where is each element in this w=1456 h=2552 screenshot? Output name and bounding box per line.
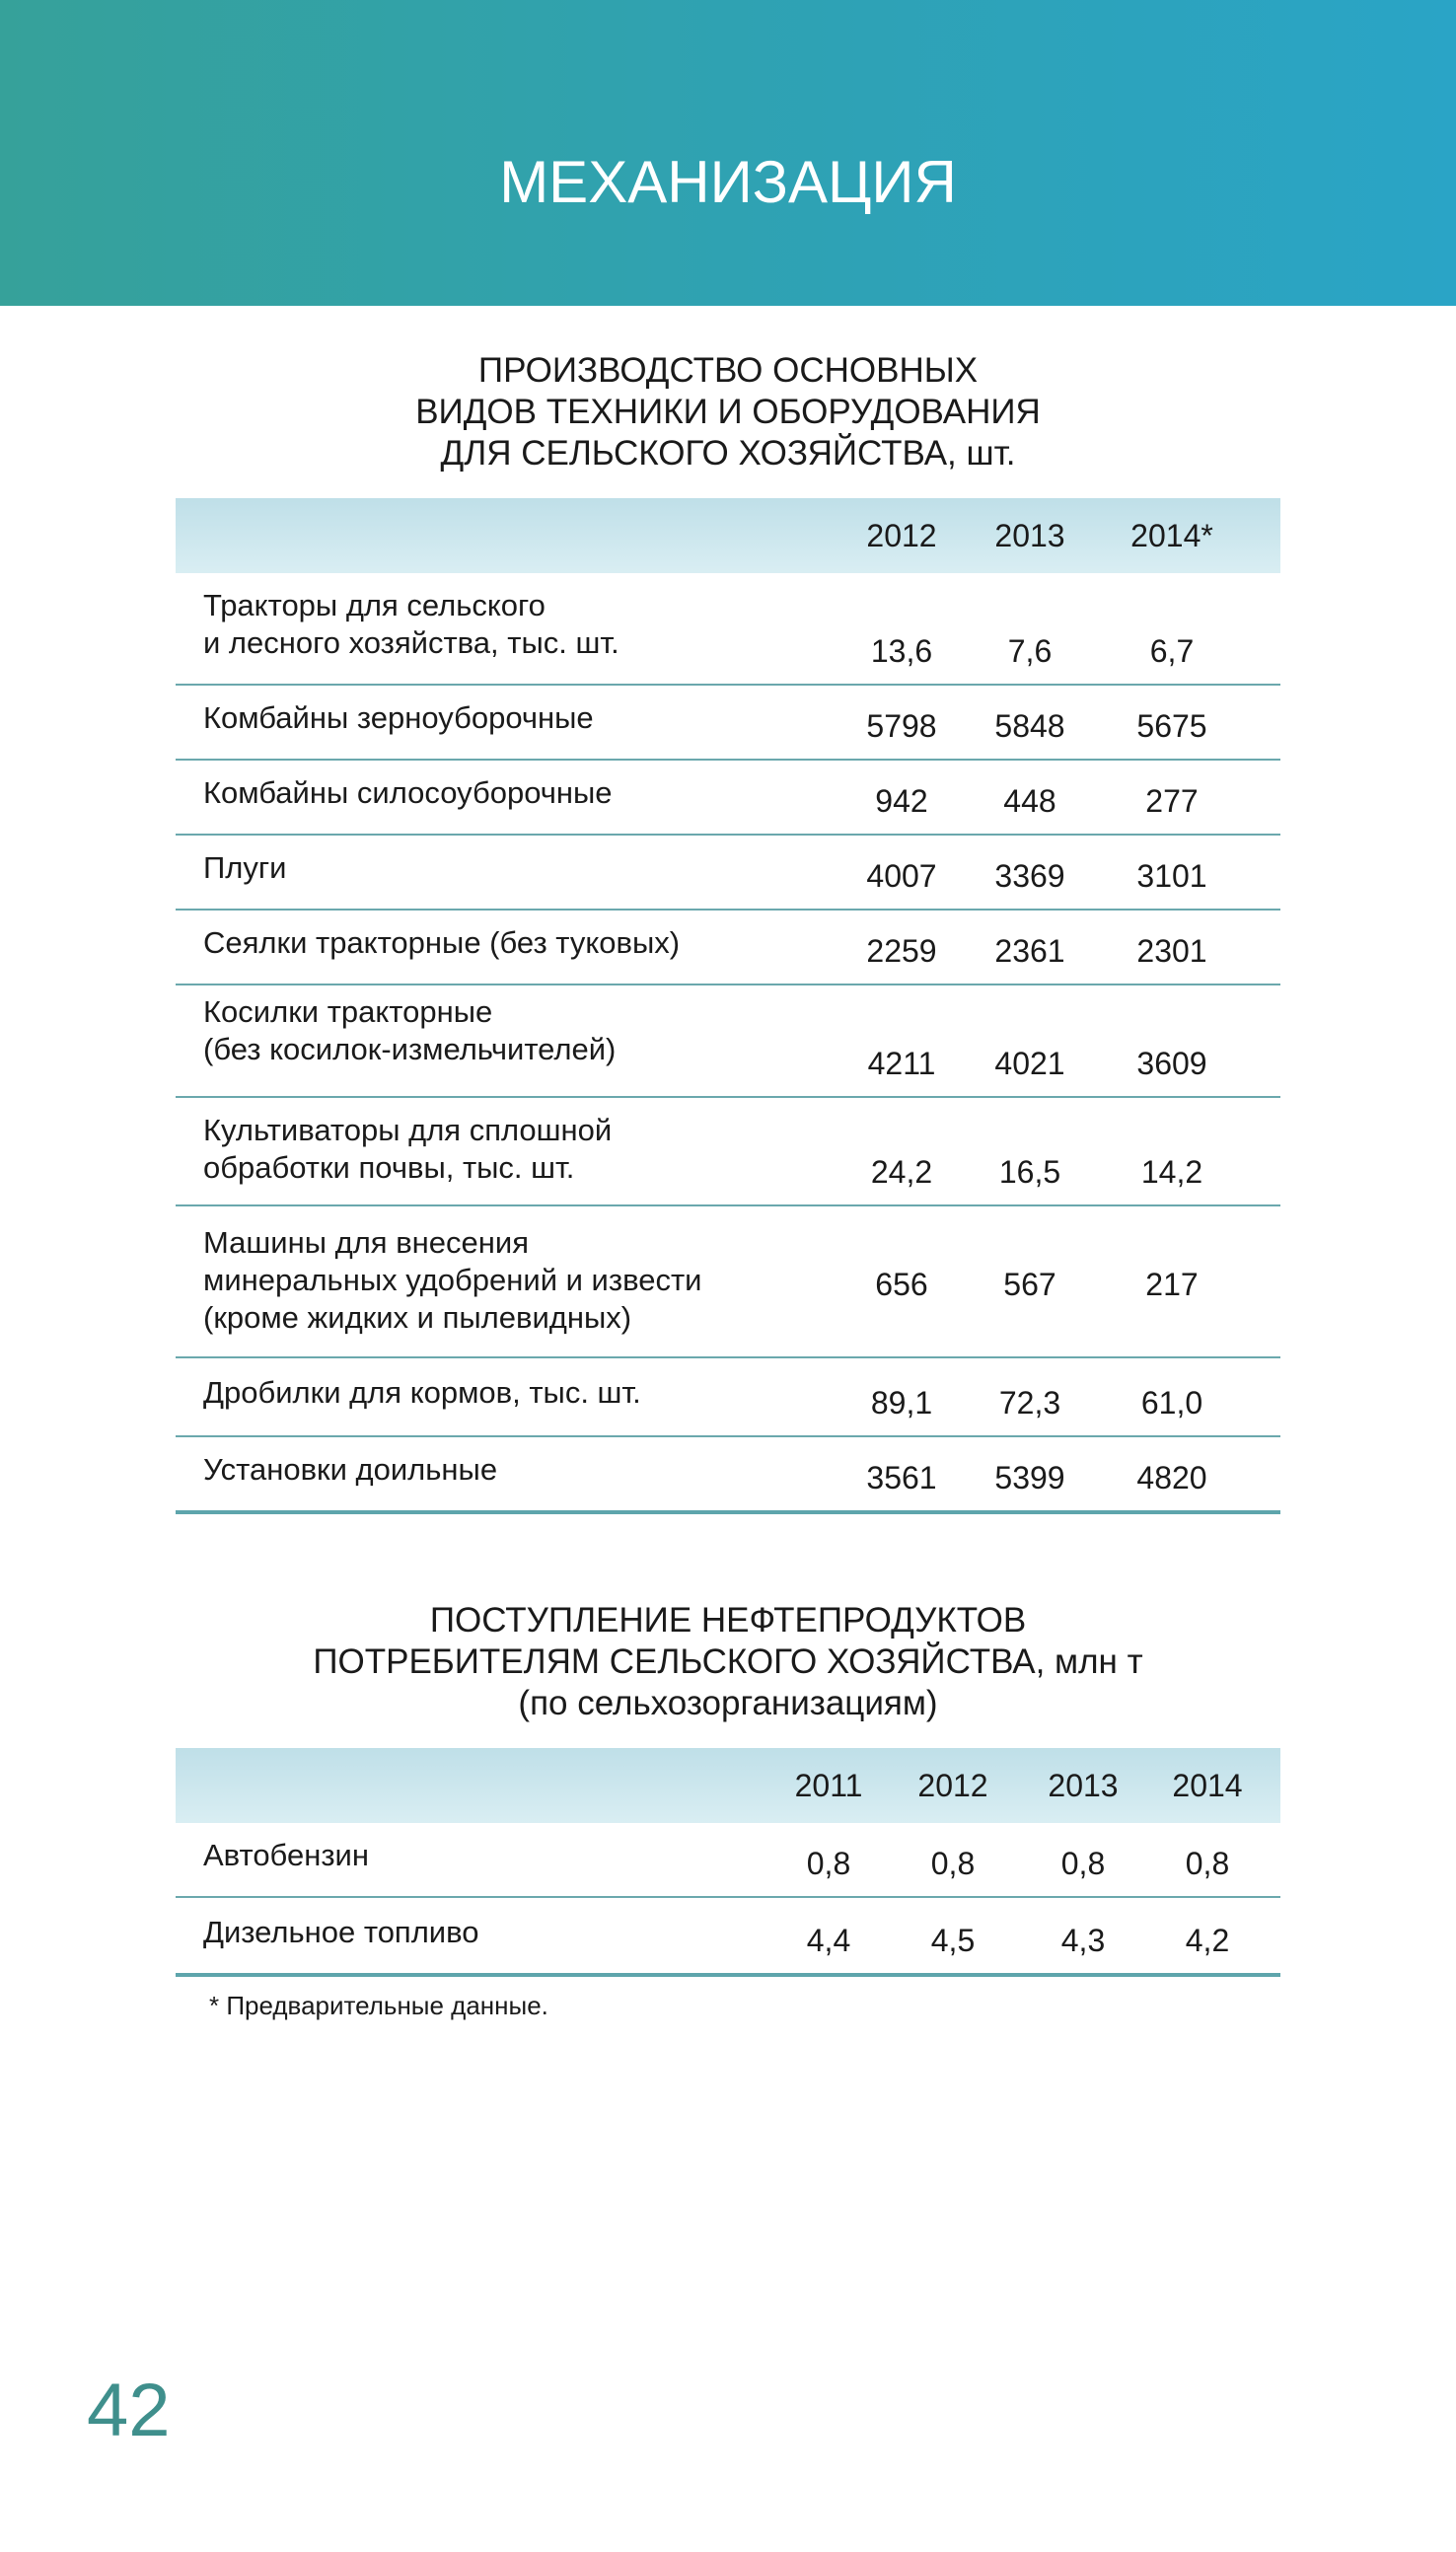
table1-title-line: ВИДОВ ТЕХНИКИ И ОБОРУДОВАНИЯ xyxy=(415,393,1041,431)
row-label xyxy=(203,699,594,737)
table1-year-header: 2012 xyxy=(866,518,937,553)
table2-bottom-rule xyxy=(176,1973,1280,1977)
cell-value: 2301 xyxy=(1136,933,1207,969)
cell-value: 4,5 xyxy=(930,1923,976,1958)
row-label xyxy=(203,1112,612,1187)
cell-value: 0,8 xyxy=(1185,1846,1230,1881)
page-number: 42 xyxy=(87,2369,171,2452)
cell-value: 4,4 xyxy=(806,1923,851,1958)
cell-value: 5675 xyxy=(1136,708,1207,744)
footnote: * Предварительные данные. xyxy=(209,1991,548,2020)
row-label xyxy=(203,774,613,812)
row-label-line: Дизельное топливо xyxy=(203,1915,479,1949)
cell-value: 13,6 xyxy=(870,633,933,669)
row-label-line: обработки почвы, тыс. шт. xyxy=(203,1150,575,1185)
row-label-line: Автобензин xyxy=(203,1838,369,1872)
table-row xyxy=(176,1206,1280,1358)
table2-year-header: 2014 xyxy=(1172,1768,1243,1803)
table1-year-header: 2013 xyxy=(994,518,1065,553)
cell-value: 2361 xyxy=(994,933,1065,969)
table1-header xyxy=(176,498,1280,573)
cell-value: 5399 xyxy=(994,1460,1065,1495)
cell-value: 24,2 xyxy=(870,1154,933,1190)
table1-year-header: 2014* xyxy=(1130,518,1213,553)
cell-value: 61,0 xyxy=(1140,1385,1203,1421)
table2-header xyxy=(176,1748,1280,1823)
cell-value: 14,2 xyxy=(1140,1154,1203,1190)
row-label-line: и лесного хозяйства, тыс. шт. xyxy=(203,625,619,660)
cell-value: 72,3 xyxy=(998,1385,1061,1421)
cell-value: 6,7 xyxy=(1149,633,1195,669)
table-row xyxy=(176,1098,1280,1206)
banner-title: МЕХАНИЗАЦИЯ xyxy=(499,149,957,215)
row-label xyxy=(203,1374,641,1412)
cell-value: 0,8 xyxy=(930,1846,976,1881)
table-row xyxy=(176,985,1280,1098)
cell-value: 4,3 xyxy=(1060,1923,1106,1958)
row-label-line: Дробилки для кормов, тыс. шт. xyxy=(203,1375,641,1410)
cell-value: 448 xyxy=(1003,783,1056,819)
row-label xyxy=(203,1451,497,1489)
table-row xyxy=(176,1823,1280,1898)
table2-title-line: ПОСТУПЛЕНИЕ НЕФТЕПРОДУКТОВ xyxy=(429,1601,1027,1640)
row-label xyxy=(203,849,287,887)
table2-year-header: 2011 xyxy=(794,1768,863,1803)
row-label xyxy=(203,1837,369,1874)
cell-value: 567 xyxy=(1003,1267,1056,1302)
cell-value: 3561 xyxy=(866,1460,937,1495)
row-label xyxy=(203,1914,478,1951)
row-label-line: (кроме жидких и пылевидных) xyxy=(203,1300,632,1335)
section-banner xyxy=(0,0,1456,306)
row-label-line: минеральных удобрений и извести xyxy=(203,1263,702,1297)
row-label xyxy=(203,993,616,1068)
cell-value: 16,5 xyxy=(998,1154,1061,1190)
table2-title-line: (по сельхозорганизациям) xyxy=(518,1684,938,1722)
cell-value: 277 xyxy=(1145,783,1199,819)
cell-value: 3369 xyxy=(994,858,1065,894)
row-label xyxy=(203,924,680,962)
cell-value: 3609 xyxy=(1136,1046,1207,1081)
cell-value: 0,8 xyxy=(806,1846,851,1881)
table-row xyxy=(176,1358,1280,1437)
table2-title xyxy=(0,1600,1456,1724)
row-label-line: Машины для внесения xyxy=(203,1225,529,1260)
cell-value: 4007 xyxy=(866,858,937,894)
row-label-line: Плуги xyxy=(203,850,287,885)
row-label xyxy=(203,1224,701,1337)
table2-year-header: 2012 xyxy=(917,1768,988,1803)
table-row xyxy=(176,1898,1280,1973)
table2-year-header: 2013 xyxy=(1048,1768,1119,1803)
table1-title-line: ДЛЯ СЕЛЬСКОГО ХОЗЯЙСТВА, шт. xyxy=(440,434,1016,473)
cell-value: 4021 xyxy=(994,1046,1065,1081)
table-row xyxy=(176,573,1280,686)
table-row xyxy=(176,911,1280,985)
cell-value: 5848 xyxy=(994,708,1065,744)
table1-bottom-rule xyxy=(176,1510,1280,1514)
cell-value: 656 xyxy=(875,1267,928,1302)
table-row xyxy=(176,836,1280,911)
table1-title xyxy=(0,350,1456,474)
cell-value: 2259 xyxy=(866,933,937,969)
row-label-line: (без косилок-измельчителей) xyxy=(203,1032,617,1066)
table-row xyxy=(176,686,1280,761)
cell-value: 89,1 xyxy=(870,1385,933,1421)
table2-title-line: ПОТРЕБИТЕЛЯМ СЕЛЬСКОГО ХОЗЯЙСТВА, млн т xyxy=(313,1642,1143,1681)
table-row xyxy=(176,761,1280,836)
cell-value: 4820 xyxy=(1136,1460,1207,1495)
cell-value: 7,6 xyxy=(1007,633,1053,669)
cell-value: 4211 xyxy=(867,1046,936,1081)
row-label-line: Комбайны силосоуборочные xyxy=(203,775,613,810)
row-label-line: Сеялки тракторные (без туковых) xyxy=(203,925,681,960)
cell-value: 0,8 xyxy=(1060,1846,1106,1881)
cell-value: 217 xyxy=(1145,1267,1199,1302)
row-label-line: Культиваторы для сплошной xyxy=(203,1113,613,1147)
cell-value: 5798 xyxy=(866,708,937,744)
row-label-line: Тракторы для сельского xyxy=(203,588,546,622)
row-label-line: Установки доильные xyxy=(203,1452,498,1487)
cell-value: 3101 xyxy=(1136,858,1207,894)
table-row xyxy=(176,1437,1280,1510)
row-label xyxy=(203,587,619,662)
table1-title-line: ПРОИЗВОДСТВО ОСНОВНЫХ xyxy=(477,351,979,390)
cell-value: 4,2 xyxy=(1185,1923,1230,1958)
machinery-production-table xyxy=(176,498,1280,1514)
cell-value: 942 xyxy=(875,783,928,819)
row-label-line: Косилки тракторные xyxy=(203,994,493,1029)
fuel-supply-table xyxy=(176,1748,1280,1977)
row-label-line: Комбайны зерноуборочные xyxy=(203,700,594,735)
